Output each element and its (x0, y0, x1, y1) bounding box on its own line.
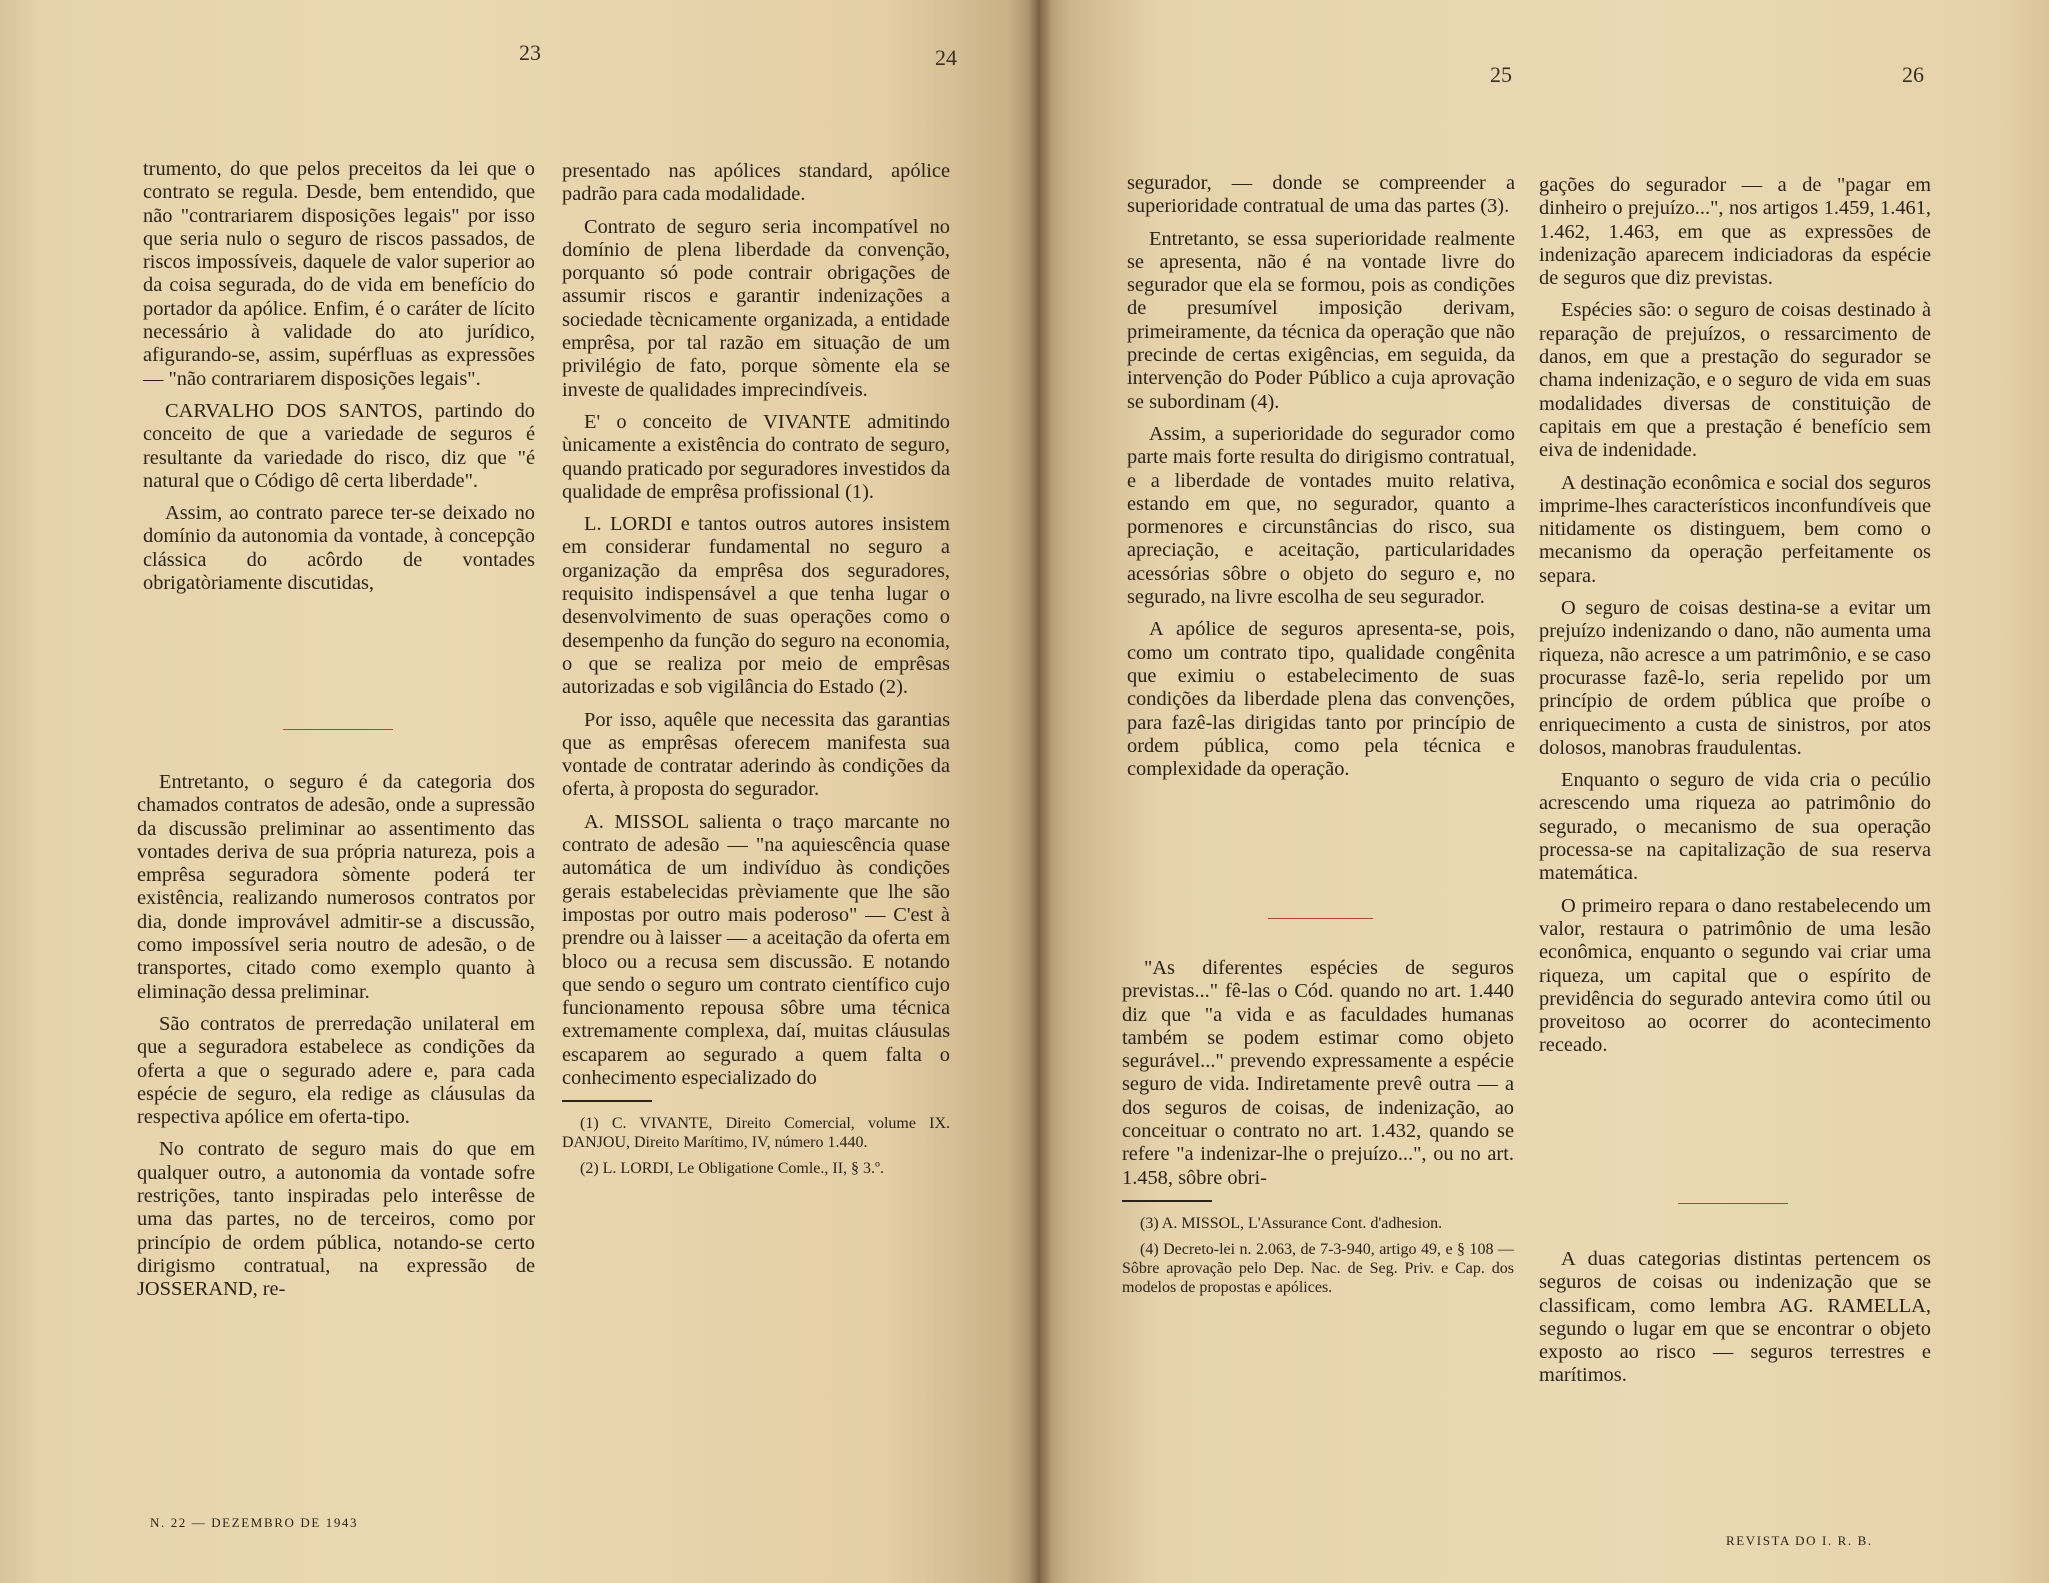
column-page-25-bottom (1122, 957, 1514, 1304)
page-number-23: 23 (519, 40, 541, 65)
paragraph: A. MISSOL salienta o traço marcante no contrato de adesão — "na aquiescência quase automática de um indivíduo às condições gerais estabelecidas prèviamente que lhe são impostas por outro mais poderoso" — C'est à prendre ou à laisser — a aceitação da oferta em bloco ou a recusa sem discussão. E notando que sendo o seguro um contrato científico cujo funcionamento repousa sôbre uma técnica extremamente complexa, daí, muitas cláusulas escaparem ao segurado a quem falta o conhecimento especializado do (562, 810, 950, 1089)
footnote: (1) C. VIVANTE, Direito Comercial, volume IX. DANJOU, Direito Marítimo, IV, número 1.440. (562, 1115, 950, 1152)
paragraph: A apólice de seguros apresenta-se, pois, como um contrato tipo, qualidade congênita que eximiu o estabelecimento de suas condições da liberdade plena das convenções, para fazê-las dirigidas tanto por princípio de ordem pública, como pela técnica e complexidade da operação. (1127, 618, 1515, 781)
paragraph: presentado nas apólices standard, apólice padrão para cada modalidade. (562, 160, 950, 206)
footnote-rule (562, 1100, 652, 1102)
section-divider (1678, 1203, 1788, 1204)
paragraph: Entretanto, se essa superioridade realmente se apresenta, não é na vontade livre do segurador que ela se formou, pois as condições de presumível imposição derivam, primeiramente, da técnica da operação que não precinde de certas exigências, em seguida, da intervenção do Poder Público a cuja aprovação se subordinam (4). (1127, 227, 1515, 413)
paragraph: E' o conceito de VIVANTE admitindo ùnicamente a existência do contrato de seguro, quando praticado por seguradores investidos da qualidade de emprêsa profissional (1). (562, 410, 950, 503)
footnote: (3) A. MISSOL, L'Assurance Cont. d'adhesion. (1140, 1214, 1443, 1232)
paragraph: "As diferentes espécies de seguros previstas..." fê-las o Cód. quando no art. 1.440 diz que "a vida e as faculdades humanas também se podem estimar como objeto segurável..." prevendo expressamente a espécie seguro de vida. Indiretamente prevê outra — a dos seguros de coisas, de indenização, ao conceituar o contrato no art. 1.432, quando se refere "a indenizar-lhe o prejuízo...", ou no art. 1.458, sôbre obri- (1122, 957, 1514, 1189)
paragraph: Assim, ao contrato parece ter-se deixado no domínio da autonomia da vontade, à concepção clássica do acôrdo de vontades obrigatòriamente discutidas, (143, 502, 535, 595)
paragraph: São contratos de prerredação unilateral em que a seguradora estabelece as condições da oferta a que o segurado adere e, para cada espécie de seguro, ela redige as cláusulas da respectiva apólice em oferta-tipo. (137, 1012, 535, 1129)
column-page-26-bottom (1539, 1248, 1931, 1397)
page-number-24: 24 (935, 45, 957, 70)
book-gutter (1028, 0, 1052, 1583)
column-page-23-bottom (137, 771, 535, 1311)
paragraph: O primeiro repara o dano restabelecendo um valor, restaura o patrimônio de uma lesão econômica, enquanto o segundo vai criar uma riqueza, um capital que o espírito de previdência do segurado antevira como útil ou proveitoso ao ocorrer do acontecimento receado. (1539, 894, 1931, 1057)
paragraph: Entretanto, o seguro é da categoria dos chamados contratos de adesão, onde a supressão da discussão preliminar ao assentimento das vontades deriva de sua própria natureza, pois a emprêsa seguradora sòmente poderá ter existência, realizando numerosos contratos por dia, donde improvável admitir-se a discussão, como impossível seria noutro de adesão, o de transportes, citado como exemplo quanto à eliminação dessa preliminar. (137, 771, 535, 1003)
paragraph: gações do segurador — a de "pagar em dinheiro o prejuízo...", nos artigos 1.459, 1.461, 1.462, 1.463, em que as expressões de indenização aparecem indiciadoras da espécie de seguros que diz previstas. (1539, 174, 1931, 290)
right-page (1040, 0, 2049, 1583)
paragraph: A duas categorias distintas pertencem os seguros de coisas ou indenização que se classificam, como lembra AG. RAMELLA, segundo o lugar em que se encontrar o objeto exposto ao risco — seguros terrestres e marítimos. (1539, 1248, 1931, 1387)
paragraph: Espécies são: o seguro de coisas destinado à reparação de prejuízos, o ressarcimento de danos, em que a prestação do segurador se chama indenização, e o seguro de vida em suas modalidades diversas de constituição de capitais em que a prestação é benefício sem eiva de indenidade. (1539, 299, 1931, 462)
paragraph: CARVALHO DOS SANTOS, partindo do conceito de que a variedade de seguros é resultante da variedade do risco, diz que "é natural que o Código dê certa liberdade". (143, 399, 535, 492)
section-divider (1268, 918, 1373, 919)
column-page-26-top (1539, 174, 1931, 1067)
footnote-rule (1122, 1200, 1212, 1202)
paragraph: Por isso, aquêle que necessita das garantias que as emprêsas oferecem manifesta sua vontade de contratar aderindo às condições da oferta, à proposta do segurador. (562, 708, 950, 801)
paragraph: A destinação econômica e social dos seguros imprime-lhes característicos inconfundíveis que nitidamente os distinguem, bem como o mecanismo da operação perfeitamente os separa. (1539, 471, 1931, 587)
paragraph: O seguro de coisas destina-se a evitar um prejuízo indenizando o dano, não aumenta uma riqueza, não acresce a um patrimônio, e se caso procurasse fazê-lo, seria repelido por um princípio de ordem pública que proíbe o enriquecimento a custa de sinistros, por atos dolosos, manobras fraudulentas. (1539, 597, 1931, 759)
paragraph: No contrato de seguro mais do que em qualquer outro, a autonomia da vontade sofre restrições, tanto inspiradas pelo interêsse de uma das partes, no de terceiros, como por princípio de ordem pública, notando-se certo dirigismo contratual, na expressão de JOSSERAND, re- (137, 1138, 535, 1301)
paragraph: Assim, a superioridade do segurador como parte mais forte resulta do dirigismo contratual, e a liberdade de vontades muito relativa, estando em que, no segurador, quanto a pormenores e circunstâncias do risco, sua apreciação, e aceitação, particularidades acessórias sôbre o objeto do seguro e, no segurado, na livre escolha de seu segurador. (1127, 422, 1515, 609)
section-divider (283, 729, 393, 730)
page-number-25: 25 (1490, 62, 1512, 87)
page-number-26: 26 (1902, 62, 1924, 87)
footnote: (2) L. LORDI, Le Obligatione Comle., II, § 3.º. (580, 1160, 885, 1178)
footer-issue: N. 22 — DEZEMBRO DE 1943 (150, 1515, 359, 1530)
footnote: (4) Decreto-lei n. 2.063, de 7-3-940, artigo 49, e § 108 — Sôbre aprovação pelo Dep. Nac. de Seg. Priv. e Cap. dos modelos de propostas e apólices. (1122, 1240, 1514, 1296)
column-page-24 (562, 160, 950, 1185)
paragraph: trumento, do que pelos preceitos da lei que o contrato se regula. Desde, bem entendido, que não "contrariarem disposições legais" por isso que seria nulo o seguro de riscos passados, de riscos impossíveis, daquele de valor superior ao da coisa segurada, do de vida em benefício do portador da apólice. Enfim, é o caráter de lícito necessário à validade do ato jurídico, afigurando-se, assim, supérfluas as expressões — "não contrariarem disposições legais". (143, 158, 535, 390)
footer-journal: REVISTA DO I. R. B. (1726, 1533, 1873, 1548)
paragraph: segurador, — donde se compreender a superioridade contratual de uma das partes (3). (1127, 172, 1515, 218)
column-page-23-top (143, 158, 535, 604)
column-page-25-top (1127, 172, 1515, 790)
paragraph: Contrato de seguro seria incompatível no domínio de plena liberdade da convenção, porquanto só pode contrair obrigações de assumir riscos e garantir indenizações a sociedade tècnicamente organizada, a entidade emprêsa, por tal razão em situação de um privilégio de fato, porque sòmente ela se investe de qualidades imprecindíveis. (562, 215, 950, 401)
paragraph: L. LORDI e tantos outros autores insistem em considerar fundamental no seguro a organização da emprêsa dos seguradores, requisito indispensável a que tenha lugar o desenvolvimento de suas operações como o desempenho da função do seguro na economia, o que se realiza por meio de emprêsas autorizadas e sob vigilância do Estado (2). (562, 513, 950, 699)
paragraph: Enquanto o seguro de vida cria o pecúlio acrescendo uma riqueza ao patrimônio do segurado, o mecanismo de sua operação processa-se na capitalização de sua reserva matemática. (1539, 769, 1931, 885)
